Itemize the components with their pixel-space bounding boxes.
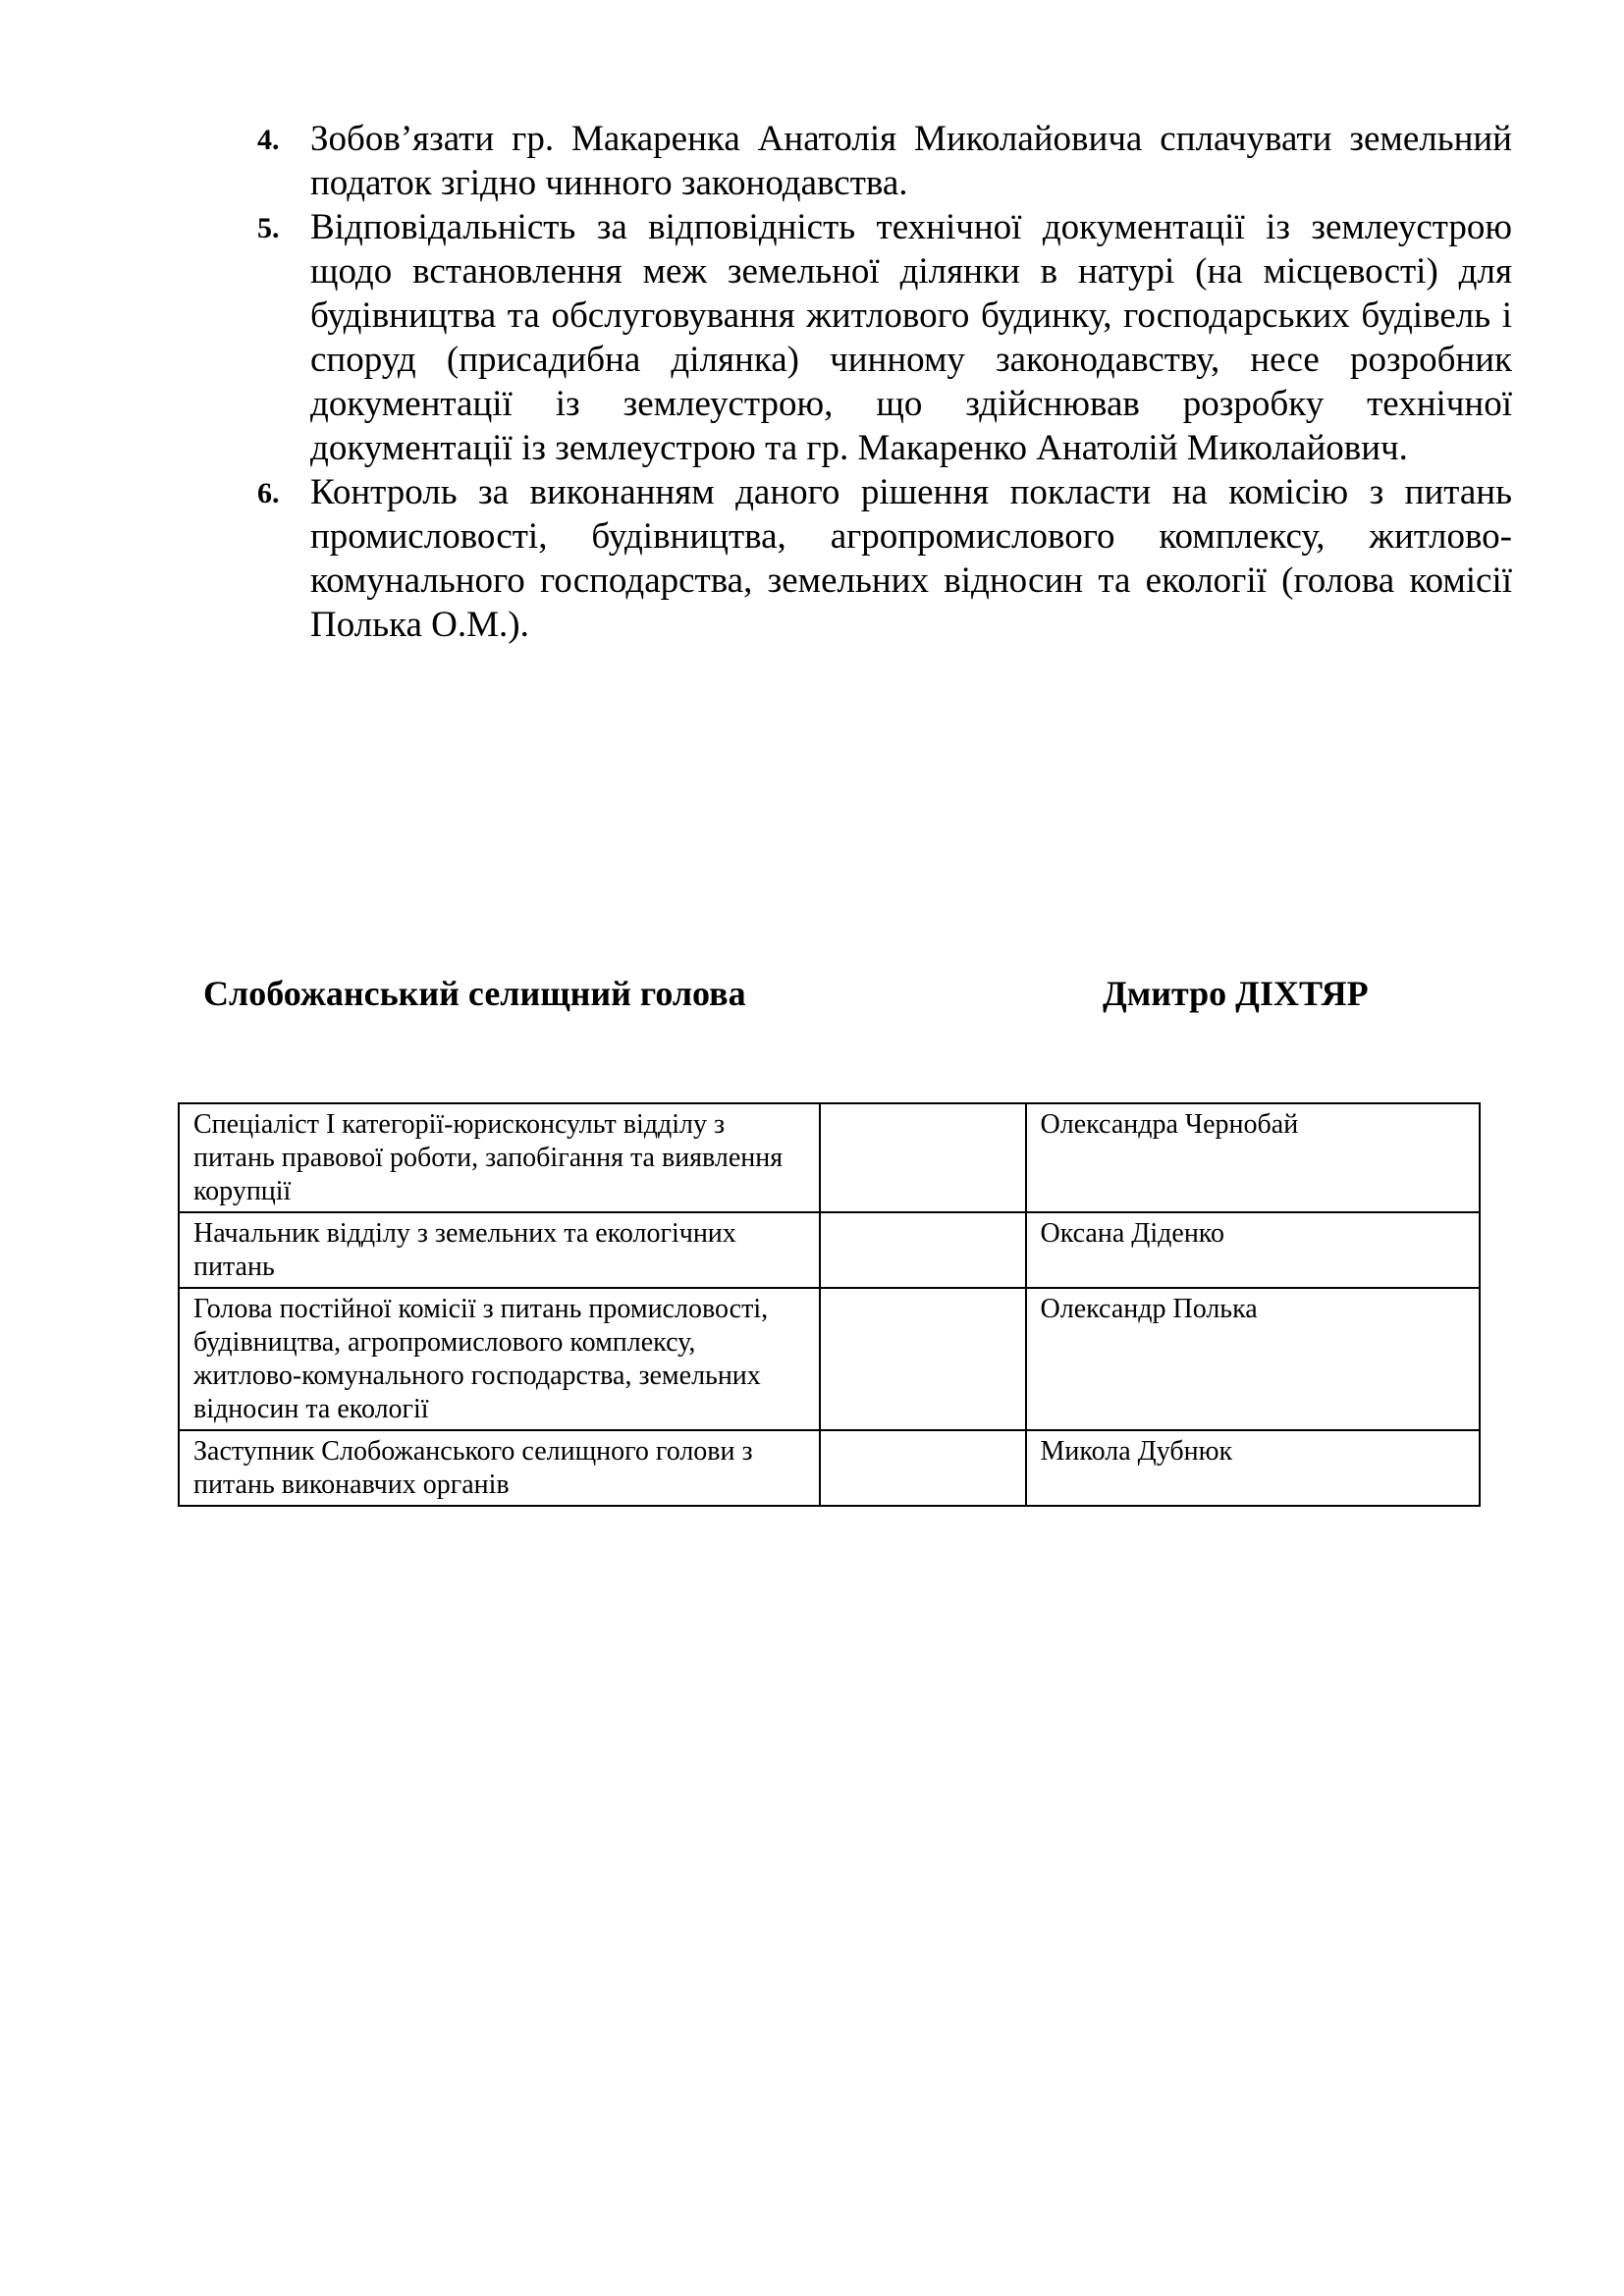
approver-signature-cell <box>820 1288 1025 1430</box>
approver-signature-cell <box>820 1103 1025 1212</box>
approver-position: Заступник Слобожанського селищного голови з питань виконавчих органів <box>179 1430 820 1506</box>
approver-name: Микола Дубнюк <box>1026 1430 1480 1506</box>
point-number: 4. <box>257 124 280 156</box>
decision-point <box>257 205 1512 470</box>
point-number: 6. <box>257 477 280 509</box>
approver-name: Олександр Полька <box>1026 1288 1480 1430</box>
approver-position: Спеціаліст І категорії-юрисконсульт відділу з питань правової роботи, запобігання та виявлення корупції <box>179 1103 820 1212</box>
signatory-position: Слобожанський селищний голова <box>203 974 746 1013</box>
point-text: Зобов’язати гр. Макаренка Анатолія Миколайовича сплачувати земельний податок згідно чинного законодавства. <box>310 119 1512 203</box>
table-row <box>179 1430 1480 1506</box>
approver-name: Олександра Чернобай <box>1026 1103 1480 1212</box>
approver-signature-cell <box>820 1212 1025 1288</box>
point-number: 5. <box>257 212 280 244</box>
approver-signature-cell <box>820 1430 1025 1506</box>
approver-position: Голова постійної комісії з питань промисловості, будівництва, агропромислового комплексу, житлово-комунального господарства, земельних відносин та екології <box>179 1288 820 1430</box>
table-row <box>179 1288 1480 1430</box>
approver-position: Начальник відділу з земельних та екологічних питань <box>179 1212 820 1288</box>
decision-points-list <box>257 117 1512 647</box>
signatory-name: Дмитро ДІХТЯР <box>1103 974 1369 1013</box>
table-row <box>179 1212 1480 1288</box>
decision-point <box>257 470 1512 647</box>
decision-point <box>257 117 1512 205</box>
approver-name: Оксана Діденко <box>1026 1212 1480 1288</box>
point-text: Відповідальність за відповідність технічної документації із землеустрою щодо встановлення меж земельної ділянки в натурі (на місцевості) для будівництва та обслуговування житлового будинку, господарських будівель і споруд (присадибна ділянка) чинному законодавству, несе розробник документації із землеустрою, що здійснював розробку технічної документації із землеустрою та гр. Макаренко Анатолій Миколайович. <box>310 207 1512 468</box>
point-text: Контроль за виконанням даного рішення покласти на комісію з питань промисловості, будівництва, агропромислового комплексу, житлово-комунального господарства, земельних відносин та екології (голова комісії Полька О.М.). <box>310 472 1512 645</box>
table-row <box>179 1103 1480 1212</box>
approval-table <box>178 1102 1481 1507</box>
